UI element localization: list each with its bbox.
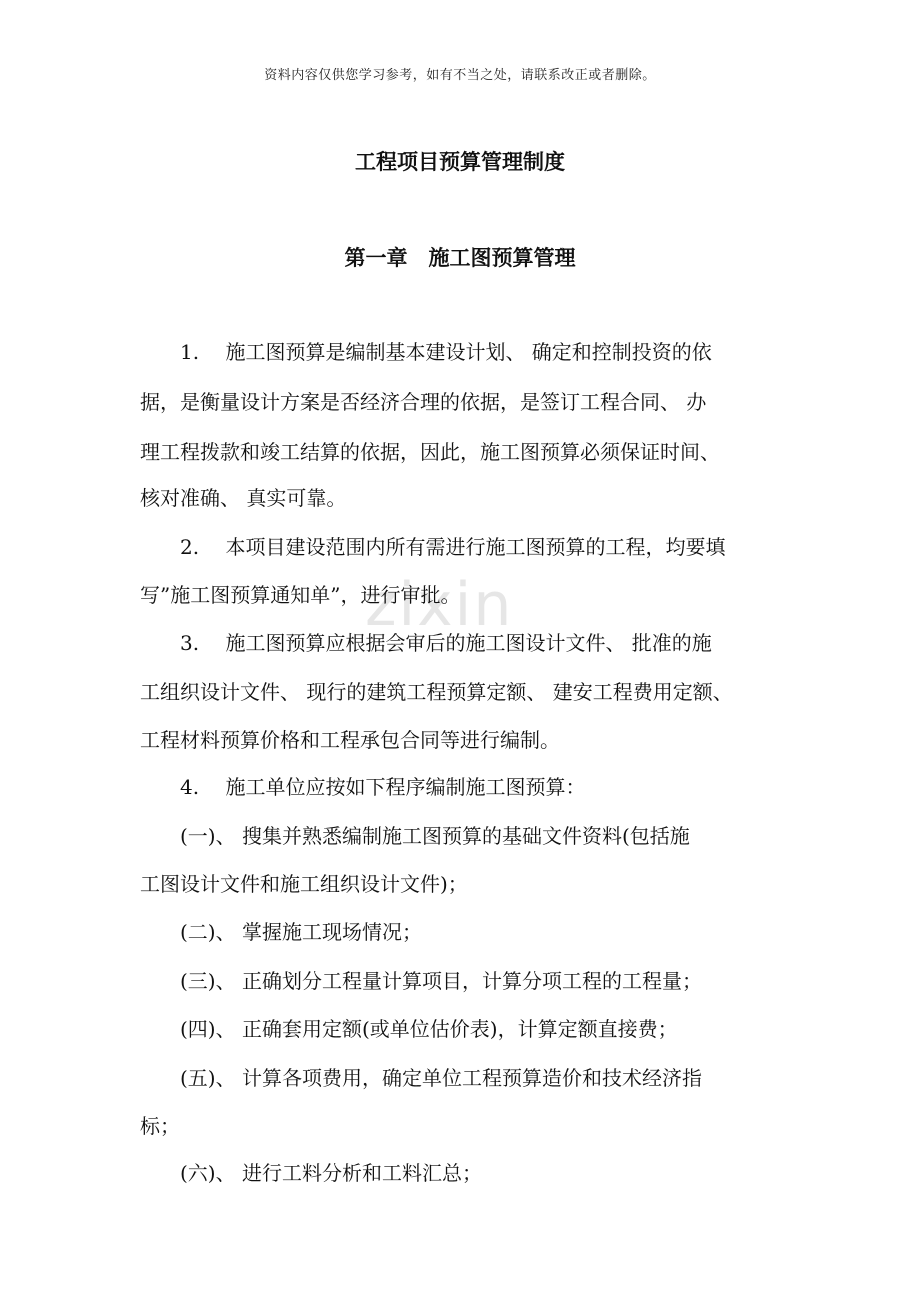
step-1-line-1: (一)、 搜集并熟悉编制施工图预算的基础文件资料(包括施 <box>140 824 690 848</box>
paragraph-1-line-4: 核对准确、 真实可靠。 <box>140 486 347 510</box>
step-2-line: (二)、 掌握施工现场情况； <box>140 920 422 944</box>
paragraph-3-line-1: 3. 施工图预算应根据会审后的施工图设计文件、 批准的施 <box>140 631 712 655</box>
step-5-line-1: (五)、 计算各项费用，确定单位工程预算造价和技术经济指 <box>140 1066 702 1090</box>
step-5-line-2: 标； <box>140 1114 180 1138</box>
step-1-line-2: 工图设计文件和施工组织设计文件)； <box>140 872 468 896</box>
paragraph-1-line-2: 据，是衡量设计方案是否经济合理的依据，是签订工程合同、 办 <box>140 390 707 414</box>
paragraph-3-line-3: 工程材料预算价格和工程承包合同等进行编制。 <box>140 728 560 752</box>
step-6-line: (六)、 进行工料分析和工料汇总； <box>140 1161 482 1185</box>
document-title: 工程项目预算管理制度 <box>355 150 565 174</box>
paragraph-4-line-1: 4. 施工单位应按如下程序编制施工图预算： <box>140 775 586 799</box>
step-3-line: (三)、 正确划分工程量计算项目，计算分项工程的工程量； <box>140 969 702 993</box>
paragraph-2-line-1: 2. 本项目建设范围内所有需进行施工图预算的工程，均要填 <box>140 535 726 559</box>
chapter-heading: 第一章 施工图预算管理 <box>344 246 576 270</box>
paragraph-2-line-2: 写”施工图预算通知单”，进行审批。 <box>140 583 461 607</box>
paragraph-1-line-3: 理工程拨款和竣工结算的依据，因此，施工图预算必须保证时间、 <box>140 440 720 464</box>
header-disclaimer: 资料内容仅供您学习参考，如有不当之处，请联系改正或者删除。 <box>264 68 656 83</box>
paragraph-3-line-2: 工组织设计文件、 现行的建筑工程预算定额、 建安工程费用定额、 <box>140 680 733 704</box>
step-4-line: (四)、 正确套用定额(或单位估价表)，计算定额直接费； <box>140 1017 678 1041</box>
watermark: zixin <box>365 570 514 640</box>
paragraph-1-line-1: 1. 施工图预算是编制基本建设计划、 确定和控制投资的依 <box>140 340 712 364</box>
